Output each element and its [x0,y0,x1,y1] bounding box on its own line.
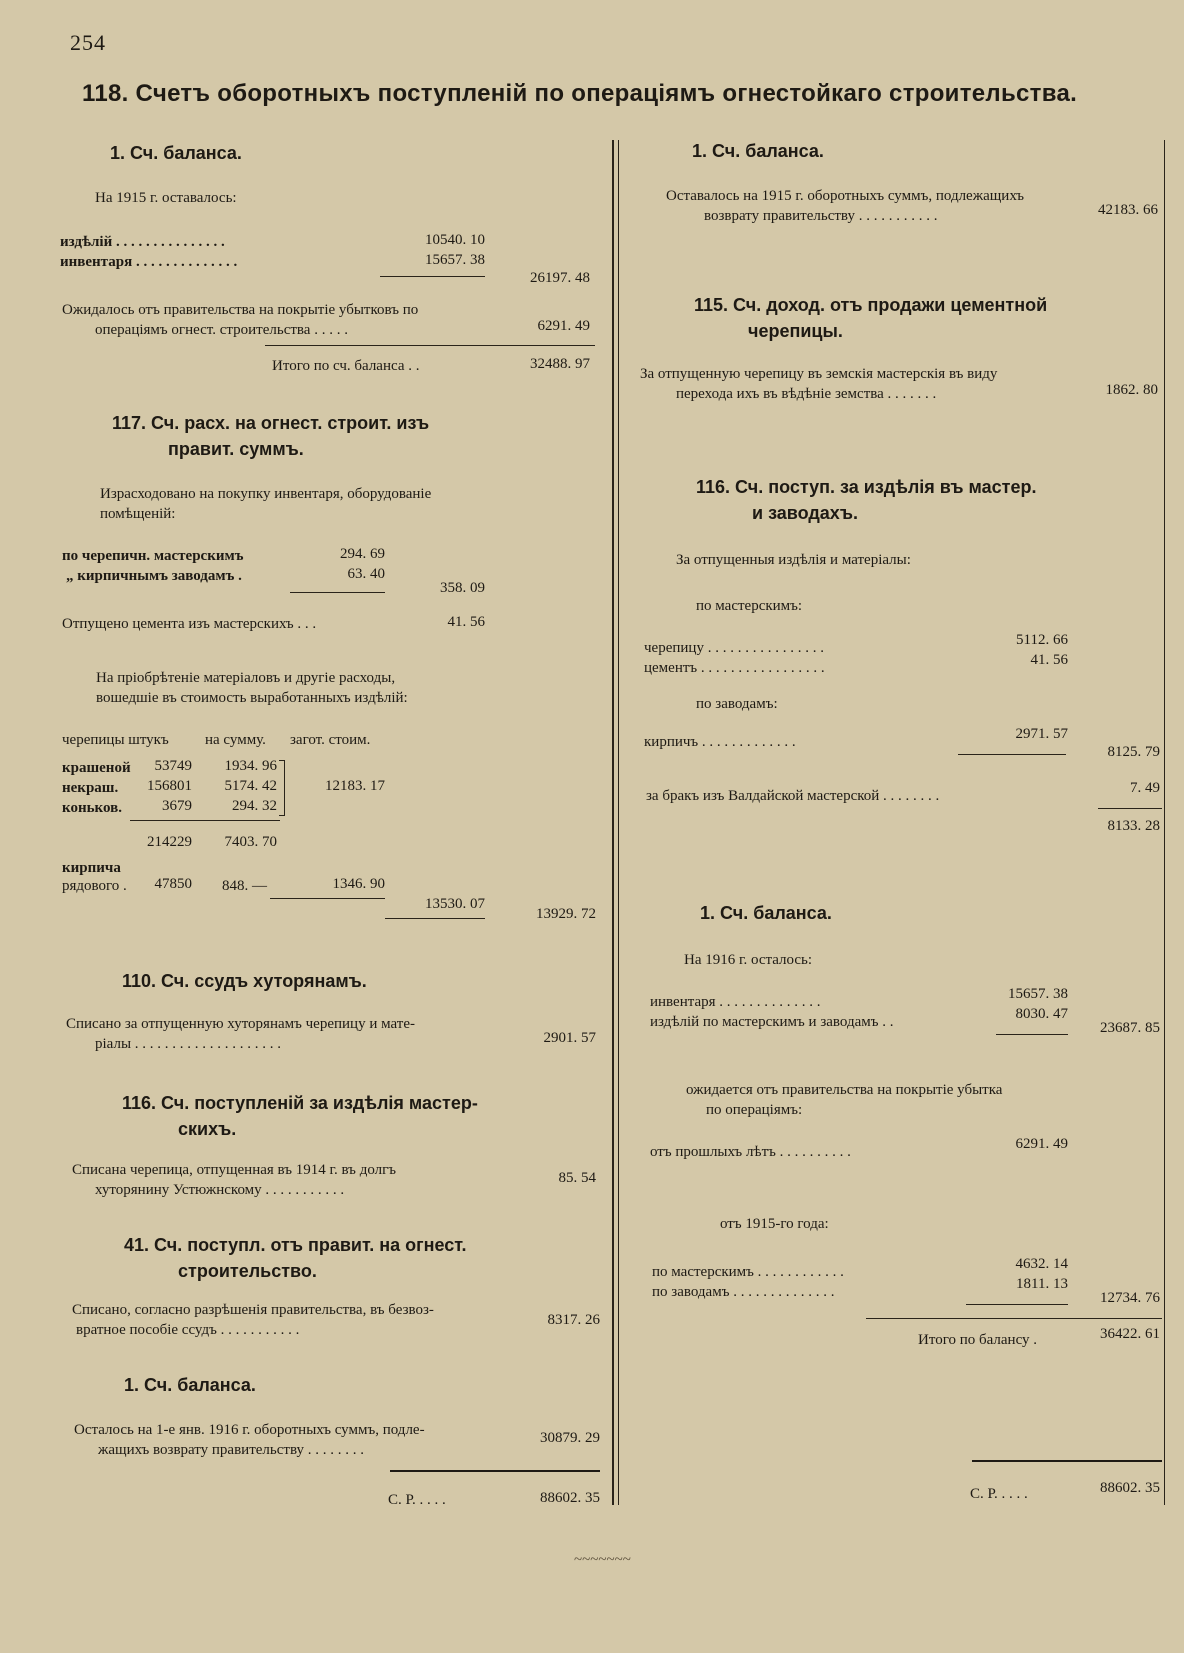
table-row-name: некраш. [62,780,119,796]
right-s1-heading: 1. Сч. баланса. [692,141,824,161]
right-s116-row1-label: черепицу . . . . . . . . . . . . . . . . [644,640,824,656]
table-row-qty: 3679 [162,798,192,814]
total-rule [866,1318,1162,1319]
right-s115-line2: перехода ихъ въ вѣдѣніе земства . . . . . . . [676,386,937,402]
left-s1-row1-label: издѣлій . . . . . . . . . . . . . . . [60,234,225,250]
right-s116-row3-label: кирпичъ . . . . . . . . . . . . . [644,734,796,750]
left-s41-value: 8317. 26 [547,1312,600,1328]
grand-total-rule [390,1470,600,1472]
brace-mark [279,760,285,816]
subtotal-rule [385,918,485,919]
left-s117-materials-line1: На пріобрѣтеніе матеріаловъ и другіе расходы, [96,670,396,686]
right-s1-line1: Оставалось на 1915 г. оборотныхъ суммъ, подлежащихъ [666,188,1025,204]
left-s116-line1: Списана черепица, отпущенная въ 1914 г. въ долгъ [72,1162,397,1178]
subtotal-rule [996,1034,1068,1035]
left-s41-line2: вратное пособіе ссудъ . . . . . . . . . . . [76,1322,300,1338]
right-s116-sub2: по заводамъ: [696,696,778,712]
right-edge-line [1164,140,1165,1505]
right-s1b-row2-value: 8030. 47 [1015,1006,1068,1022]
right-s1b-1915-label: отъ 1915-го года: [720,1216,829,1232]
right-s116-heading-line1: 116. Сч. поступ. за издѣлія въ мастер. [696,477,1037,497]
right-s115-line1: За отпущенную черепицу въ земскія мастерскія въ виду [640,366,998,382]
left-s41-line1: Списано, согласно разрѣшенія правительства, въ безвоз- [72,1302,434,1318]
right-s1b-row2-label: издѣлій по мастерскимъ и заводамъ . . [650,1014,894,1030]
left-s110-line2: ріалы . . . . . . . . . . . . . . . . . . . . [95,1036,282,1052]
table-row-qty: 53749 [154,758,192,774]
right-s1b-total-value: 36422. 61 [1100,1326,1160,1342]
table-brace-value: 12183. 17 [325,778,385,794]
left-s117-sum1: 358. 09 [440,580,485,596]
subtotal-rule [270,898,385,899]
table-row-name: крашеной [62,760,131,776]
table-subtotal-rule [130,820,280,821]
page-number: 254 [70,30,106,55]
table-total-sum: 7403. 70 [224,834,277,850]
subtotal-rule [958,754,1066,755]
left-s117-cement-label: Отпущено цемента изъ мастерскихъ . . . [62,616,317,632]
table-header-qty: черепицы штукъ [62,732,169,748]
right-s1b-past-value: 6291. 49 [1015,1136,1068,1152]
left-s116-heading-line2: скихъ. [178,1119,237,1139]
column-divider [612,140,614,1505]
grand-total-rule [972,1460,1162,1462]
right-sr-value: 88602. 35 [1100,1480,1160,1496]
right-s1b-heading: 1. Сч. баланса. [700,903,832,923]
right-s116-sub1: по мастерскимъ: [696,598,803,614]
right-s1-value: 42183. 66 [1098,202,1158,218]
left-s1-expect-line2: операціямъ огнест. строительства . . . . . [95,322,348,338]
left-s110-line1: Списано за отпущенную хуторянамъ черепицу и мате- [66,1016,415,1032]
left-s117-row1-label: по черепичн. мастерскимъ [62,548,244,564]
left-s117-total: 13929. 72 [536,906,596,922]
left-s117-heading-line1: 117. Сч. расх. на огнест. строит. изъ [112,413,430,433]
left-s1-total-value: 32488. 97 [530,356,590,372]
left-s41-heading-line2: строительство. [178,1261,317,1281]
right-s1b-row1-label: инвентаря . . . . . . . . . . . . . . [650,994,821,1010]
right-s1b-past-label: отъ прошлыхъ лѣтъ . . . . . . . . . . [650,1144,851,1160]
right-s115-value: 1862. 80 [1105,382,1158,398]
left-s1-sum: 26197. 48 [530,270,590,286]
left-s110-value: 2901. 57 [543,1030,596,1046]
left-s117-cement-value: 41. 56 [447,614,485,630]
left-s117-intro-line2: помѣщеній: [100,506,176,522]
left-s117-intro-line1: Израсходовано на покупку инвентаря, оборудованіе [100,486,432,502]
table-brick-label-line2: рядового . [62,878,127,894]
left-s117-row1-value: 294. 69 [340,546,385,562]
right-s116-brak-value: 7. 49 [1130,780,1160,796]
table-row-qty: 156801 [147,778,192,794]
left-s1-heading: 1. Сч. баланса. [110,143,242,163]
column-divider-inner [618,140,619,1505]
right-s1b-intro: На 1916 г. осталось: [684,952,813,968]
left-s117-row2-value: 63. 40 [347,566,385,582]
left-s1-total-label: Итого по сч. баланса . . [272,358,420,374]
right-s116-sum1: 8125. 79 [1107,744,1160,760]
left-s1b-line2: жащихъ возврату правительству . . . . . . . . [98,1442,365,1458]
right-s1b-workshops-value: 4632. 14 [1015,1256,1068,1272]
right-s1b-workshops-label: по мастерскимъ . . . . . . . . . . . . [652,1264,844,1280]
right-s116-intro: За отпущенныя издѣлія и матеріалы: [676,552,911,568]
table-total-qty: 214229 [147,834,192,850]
total-rule [265,345,595,346]
left-s1b-heading: 1. Сч. баланса. [124,1375,256,1395]
right-s1b-sum2: 12734. 76 [1100,1290,1160,1306]
table-brick-label-line1: кирпича [62,860,121,876]
left-s1b-value: 30879. 29 [540,1430,600,1446]
left-s110-heading: 110. Сч. ссудъ хуторянамъ. [122,971,367,991]
right-s1b-sum1: 23687. 85 [1100,1020,1160,1036]
left-s1-row2-value: 15657. 38 [425,252,485,268]
right-s1b-plants-value: 1811. 13 [1016,1276,1068,1292]
page-title: 118. Счетъ оборотныхъ поступленій по операціямъ огнестойкаго строительства. [82,80,1078,107]
subtotal-rule [290,592,385,593]
right-s116-row2-label: цементъ . . . . . . . . . . . . . . . . . [644,660,825,676]
left-s117-sum2: 13530. 07 [425,896,485,912]
right-s116-sum2: 8133. 28 [1107,818,1160,834]
table-row-sum: 5174. 42 [224,778,277,794]
table-row-sum: 294. 32 [232,798,277,814]
right-s115-heading-line2: черепицы. [748,321,843,341]
table-row-name: коньков. [62,800,122,816]
left-s1-row2-label: инвентаря . . . . . . . . . . . . . . [60,254,238,270]
right-s115-heading-line1: 115. Сч. доход. отъ продажи цементной [694,295,1048,315]
right-s1b-plants-label: по заводамъ . . . . . . . . . . . . . . [652,1284,835,1300]
right-s1b-expect-line1: ожидается отъ правительства на покрытіе убытка [686,1082,1003,1098]
right-s116-row3-value: 2971. 57 [1015,726,1068,742]
left-s117-row2-label: „ кирпичнымъ заводамъ . [66,568,242,584]
right-s1b-total-label: Итого по балансу . [918,1332,1038,1348]
left-sr-value: 88602. 35 [540,1490,600,1506]
right-s1-line2: возврату правительству . . . . . . . . . . . [704,208,938,224]
left-s1-row1-value: 10540. 10 [425,232,485,248]
left-s116-heading-line1: 116. Сч. поступленій за издѣлія мастер- [122,1093,478,1113]
left-s41-heading-line1: 41. Сч. поступл. отъ правит. на огнест. [124,1235,467,1255]
right-s1b-expect-line2: по операціямъ: [706,1102,803,1118]
table-row-sum: 1934. 96 [224,758,277,774]
right-sr-label: С. Р. . . . . [970,1486,1028,1502]
table-brick-qty: 47850 [154,876,192,892]
footer-ornament: ~~~~~~~ [574,1552,631,1568]
left-s1-expect-value: 6291. 49 [537,318,590,334]
left-s1-expect-line1: Ожидалось отъ правительства на покрытіе убытковъ по [62,302,419,318]
right-s116-row2-value: 41. 56 [1030,652,1068,668]
left-s1-intro: На 1915 г. оставалось: [95,190,237,206]
table-header-cost: загот. стоим. [290,732,371,748]
left-s116-value: 85. 54 [558,1170,596,1186]
table-brick-cost: 1346. 90 [332,876,385,892]
left-s1b-line1: Осталось на 1-е янв. 1916 г. оборотныхъ суммъ, подле- [74,1422,425,1438]
right-s116-row1-value: 5112. 66 [1016,632,1068,648]
subtotal-rule [380,276,485,277]
table-brick-sum: 848. — [222,878,267,894]
subtotal-rule [966,1304,1068,1305]
left-s117-heading-line2: правит. суммъ. [168,439,304,459]
subtotal-rule [1098,808,1162,809]
table-header-sum: на сумму. [205,732,266,748]
right-s1b-row1-value: 15657. 38 [1008,986,1068,1002]
left-sr-label: С. Р. . . . . [388,1492,446,1508]
right-s116-heading-line2: и заводахъ. [752,503,858,523]
left-s116-line2: хуторянину Устюжнскому . . . . . . . . . . . [95,1182,345,1198]
left-s117-materials-line2: вошедшіе въ стоимость выработанныхъ издѣлій: [96,690,408,706]
right-s116-brak-label: за бракъ изъ Валдайской мастерской . . . . . . . . [646,788,940,804]
